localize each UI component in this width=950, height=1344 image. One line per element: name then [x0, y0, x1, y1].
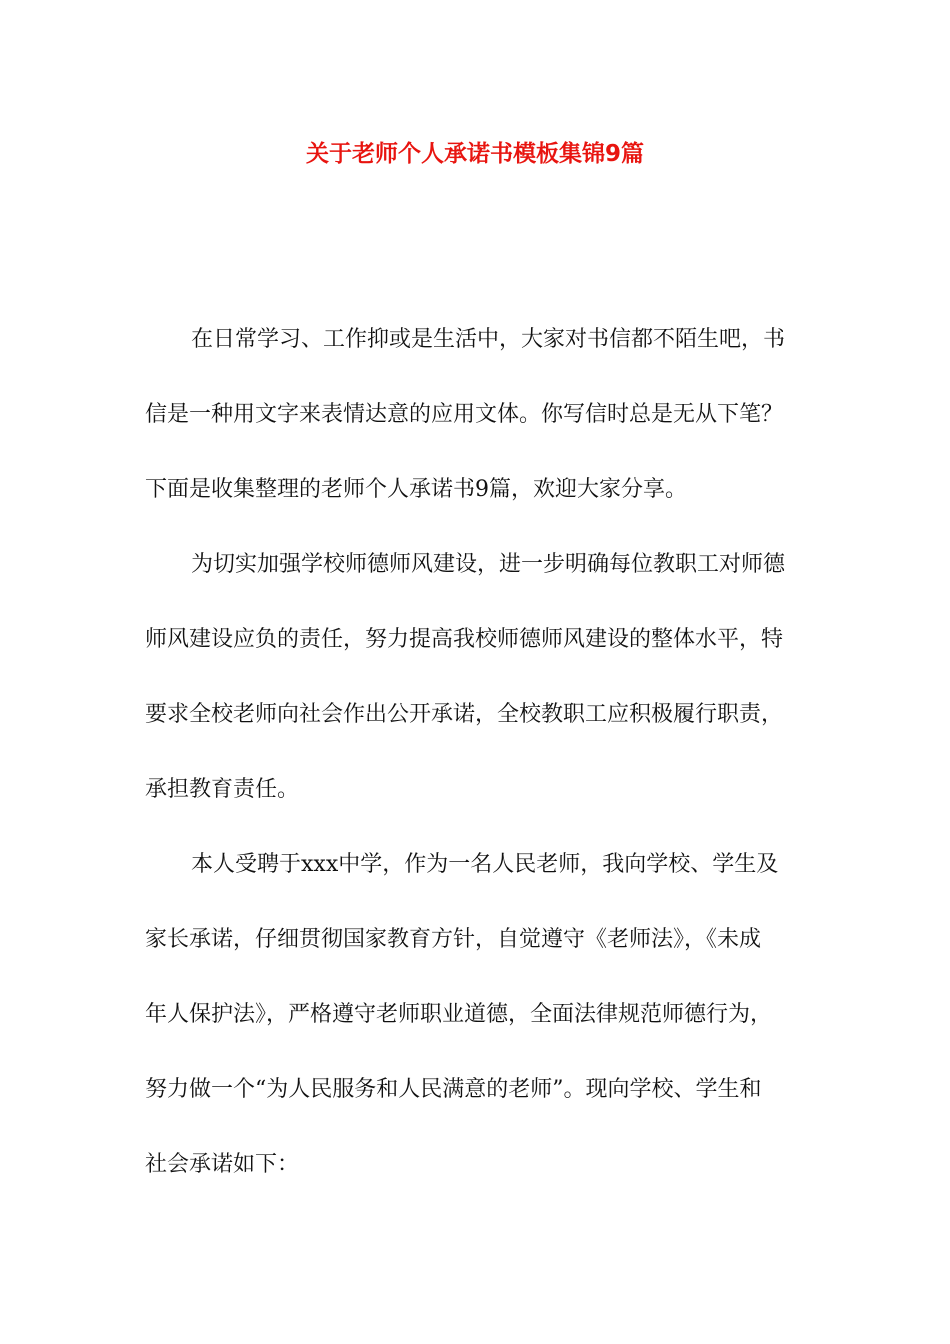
text-line: 为切实加强学校师德师风建设，进一步明确每位教职工对师德: [191, 552, 786, 577]
text-line: 师风建设应负的责任，努力提高我校师德师风建设的整体水平，特: [145, 627, 784, 652]
text-line: 在日常学习、工作抑或是生活中，大家对书信都不陌生吧，书: [191, 327, 786, 352]
text-line: 努力做一个“为人民服务和人民满意的老师”。现向学校、学生和: [145, 1077, 762, 1102]
document-body: [145, 318, 810, 1218]
text-line: 本人受聘于xxx中学，作为一名人民老师，我向学校、学生及: [191, 852, 779, 877]
text-line: 要求全校老师向社会作出公开承诺，全校教职工应积极履行职责，: [145, 702, 784, 727]
text-line: 信是一种用文字来表情达意的应用文体。你写信时总是无从下笔？: [145, 402, 784, 427]
text-line: 下面是收集整理的老师个人承诺书9篇，欢迎大家分享。: [145, 477, 687, 502]
text-line: 承担教育责任。: [145, 777, 300, 802]
text-line: 社会承诺如下：: [145, 1152, 300, 1177]
text-line: 家长承诺，仔细贯彻国家教育方针，自觉遵守《老师法》，《未成: [145, 927, 762, 952]
document-title: 关于老师个人承诺书模板集锦9篇: [305, 141, 644, 167]
text-line: 年人保护法》，严格遵守老师职业道德，全面法律规范师德行为，: [145, 1002, 773, 1027]
